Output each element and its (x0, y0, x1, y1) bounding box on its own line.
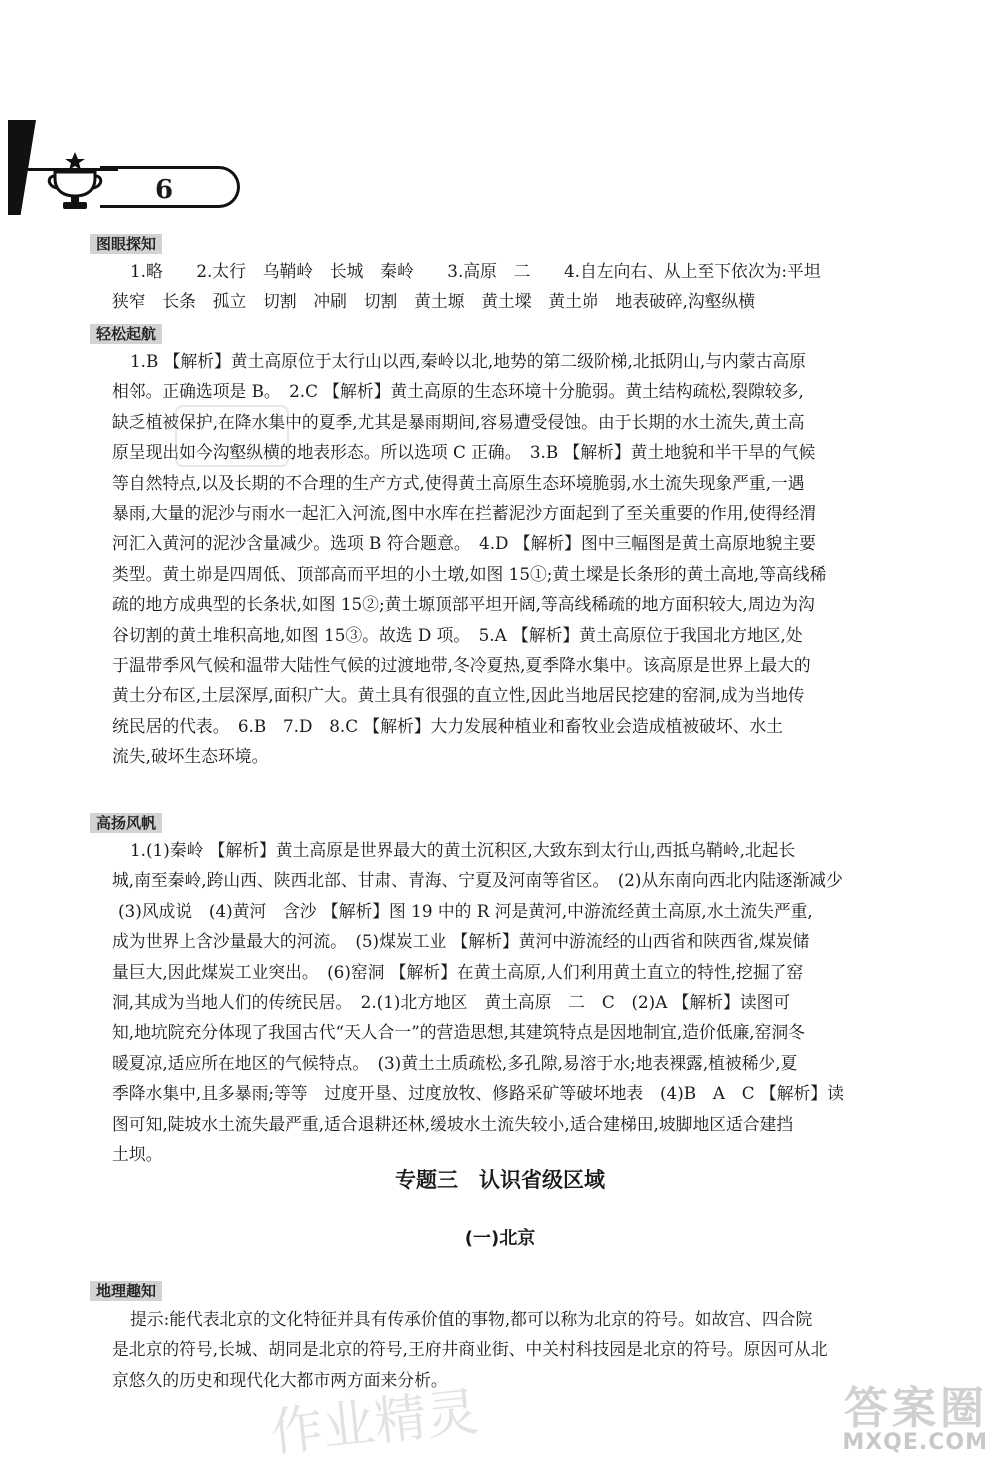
page-number: 6 (100, 166, 240, 208)
text-line: (3)风成说 (4)黄河 含沙 【解析】图 19 中的 R 河是黄河,中游流经黄土高原,水土流失严重, (118, 900, 813, 921)
text-line: 相邻。正确选项是 B。 2.C 【解析】黄土高原的生态环境十分脆弱。黄土结构疏松,裂隙较多, (112, 381, 804, 402)
tuyan-answers (112, 256, 878, 317)
section-label-dili: 地理趣知 (90, 1281, 162, 1301)
chapter-title: 专题三 认识省级区域 (395, 1168, 605, 1192)
text-line: 等自然特点,以及长期的不合理的生产方式,使得黄土高原生态环境脆弱,水土流失现象严重,一遇 (112, 472, 805, 493)
text-line: 原呈现出如今沟壑纵横的地表形态。所以选项 C 正确。 3.B 【解析】黄土地貌和半干旱的气候 (112, 442, 816, 463)
faded-stamp (175, 405, 289, 467)
text-line: 土坝。 (112, 1143, 163, 1164)
text-line: 流失,破坏生态环境。 (112, 746, 269, 767)
section-label-tuyan: 图眼探知 (90, 234, 162, 254)
text-line: 河汇入黄河的泥沙含量减少。选项 B 符合题意。 4.D 【解析】图中三幅图是黄土高原地貌主要 (112, 533, 816, 554)
watermark-url: MXQE.COM (842, 1430, 988, 1455)
text-line: 缺乏植被保护,在降水集中的夏季,尤其是暴雨期间,容易遭受侵蚀。由于长期的水土流失,黄土高 (112, 411, 805, 432)
text-line: 谷切割的黄土堆积高地,如图 15③。故选 D 项。 5.A 【解析】黄土高原位于我国北方地区,处 (112, 624, 803, 645)
text-line: 类型。黄土峁是四周低、顶部高而平坦的小土墩,如图 15①;黄土墚是长条形的黄土高地,等高线稀 (112, 563, 827, 584)
text-line: 图可知,陡坡水土流失最严重,适合退耕还林,缓坡水土流失较小,适合建梯田,坡脚地区适合建挡 (112, 1113, 794, 1134)
text-line: 暴雨,大量的泥沙与雨水一起汇入河流,图中水库在拦蓄泥沙方面起到了至关重要的作用,使得经渭 (112, 502, 817, 523)
text-line: 暖夏凉,适应所在地区的气候特点。 (3)黄土土质疏松,多孔隙,易溶于水;地表裸露,植被稀少,夏 (112, 1052, 798, 1073)
text-line: 1.B 【解析】黄土高原位于太行山以西,秦岭以北,地势的第二级阶梯,北抵阴山,与内蒙古高原 (130, 351, 806, 371)
trophy-icon (45, 150, 105, 212)
text-line: 城,南至秦岭,跨山西、陕西北部、甘肃、青海、宁夏及河南等省区。 (2)从东南向西北内陆逐渐减少 (112, 870, 843, 891)
site-watermark (842, 1372, 988, 1455)
text-line: 京悠久的历史和现代化大都市两方面来分析。 (112, 1369, 448, 1390)
text-line: 黄土分布区,土层深厚,面积广大。黄土具有很强的直立性,因此当地居民挖建的窑洞,成为当地传 (112, 685, 805, 706)
text-line: 洞,其成为当地人们的传统民居。 2.(1)北方地区 黄土高原 二 C (2)A 【解析】读图可 (112, 991, 791, 1012)
text-line: 1.略 2.太行 乌鞘岭 长城 秦岭 3.高原 二 4.自左向右、从上至下依次为:平坦 (130, 261, 821, 281)
gaoyang-answers (112, 835, 878, 1169)
text-line: 于温带季风气候和温带大陆性气候的过渡地带,冬冷夏热,夏季降水集中。该高原是世界上最大的 (112, 654, 811, 675)
text-line: 成为世界上含沙量最大的河流。 (5)煤炭工业 【解析】黄河中游流经的山西省和陕西省,煤炭储 (112, 931, 810, 952)
text-line: 提示:能代表北京的文化特征并具有传承价值的事物,都可以称为北京的符号。如故宫、四合院 (130, 1309, 813, 1329)
text-line: 1.(1)秦岭 【解析】黄土高原是世界最大的黄土沉积区,大致东到太行山,西抵乌鞘岭,北起长 (130, 840, 796, 860)
text-line: 狭窄 长条 孤立 切割 冲刷 切割 黄土塬 黄土墚 黄土峁 地表破碎,沟壑纵横 (112, 291, 756, 312)
section-label-qingsong: 轻松起航 (90, 324, 162, 344)
text-line: 统民居的代表。 6.B 7.D 8.C 【解析】大力发展种植业和畜牧业会造成植被破坏、水土 (112, 715, 783, 736)
chapter-subtitle: (一)北京 (464, 1228, 536, 1249)
text-line: 是北京的符号,长城、胡同是北京的符号,王府井商业街、中关村科技园是北京的符号。原因可从北 (112, 1339, 828, 1360)
text-line: 疏的地方成典型的长条状,如图 15②;黄土塬顶部平坦开阔,等高线稀疏的地方面积较大,周边为沟 (112, 594, 815, 615)
dili-answers (112, 1304, 878, 1395)
watermark-logo-text: 答案圈 (844, 1383, 988, 1434)
text-line: 量巨大,因此煤炭工业突出。 (6)窑洞 【解析】在黄土高原,人们利用黄土直立的特性,挖掘了窑 (112, 961, 804, 982)
text-line: 季降水集中,且多暴雨;等等 过度开垦、过度放牧、修路采矿等破坏地表 (4)B A C 【解析】读 (112, 1083, 844, 1104)
section-label-gaoyang: 高扬风帆 (90, 813, 162, 833)
text-line: 知,地坑院充分体现了我国古代“天人合一”的营造思想,其建筑特点是因地制宜,造价低廉,窑洞冬 (112, 1022, 805, 1043)
page-header (0, 110, 1000, 220)
handwriting-watermark: 作业精灵 (268, 1382, 482, 1464)
